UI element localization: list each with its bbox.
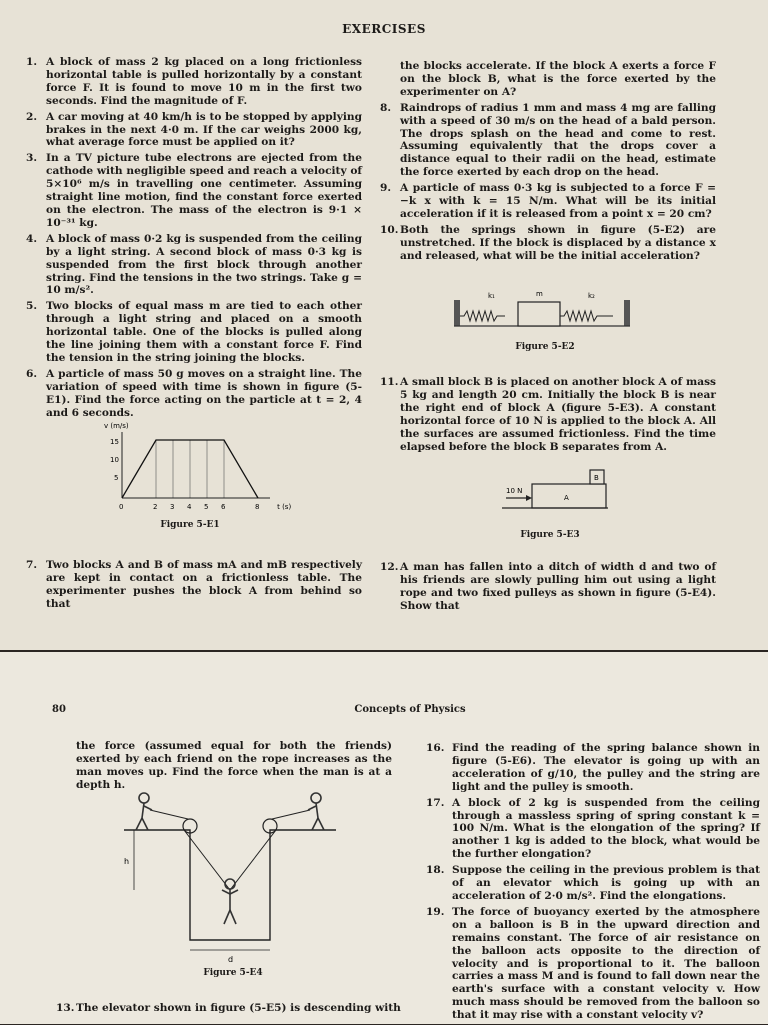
exercise-5: 5. Two blocks of equal mass m are tied to each other through a light string and placed on a smooth horizontal table. One of the blocks is pulled along the line joining them with a constant force F. Find the tension in the string joining the blocks.	[26, 300, 362, 364]
ground-and-ditch	[124, 830, 336, 940]
block-a	[532, 484, 606, 508]
y-axis-label: v (m/s)	[104, 422, 129, 430]
x-tick-5: 6	[221, 503, 226, 511]
figure-5-e3-caption: Figure 5-E3	[520, 530, 580, 540]
h-label: h	[124, 857, 130, 866]
exercise-7-block	[26, 559, 362, 614]
exercise-1: 1. A block of mass 2 kg placed on a long frictionless horizontal table is pulled horizontally by a constant force F. It is found to move 10 m in the first two seconds. Find the magnitude of F.	[26, 56, 362, 107]
figure-5-e4-caption: Figure 5-E4	[203, 968, 263, 978]
rope-right-to-man	[230, 830, 276, 890]
exercise-7-continued: the blocks accelerate. If the block A exerts a force F on the block B, what is the force exerted by the experimenter on A?	[400, 60, 716, 98]
exercise-11: 11. A small block B is placed on another block A of mass 5 kg and length 20 cm. Initially the block B is near the right end of block A (figure 5-E3). A constant horizontal force of 10 N is applied to the block A. All the surfaces are assumed frictionless. Find the time elapsed before the block B separates from A.	[380, 376, 716, 453]
x-tick-6: 8	[255, 503, 260, 511]
exercise-8: 8. Raindrops of radius 1 mm and mass 4 mg are falling with a speed of 30 m/s on the head of a bald person. The drops splash on the head and come to rest. Assuming equivalently that the drops cover a distance equal to their radii on the head, estimate the force exerted by each drop on the head.	[380, 101, 716, 179]
right-column	[380, 60, 716, 266]
left-wall	[454, 300, 460, 326]
m-label: m	[536, 290, 543, 298]
k1-label: k₁	[488, 292, 495, 300]
rope-left-to-man	[184, 830, 230, 890]
x-tick-1: 2	[153, 503, 158, 511]
exercise-4: 4. A block of mass 0·2 kg is suspended from the ceiling by a light string. A second block of mass 0·3 kg is suspended from the first block through another string. Find the tensions in the two strings. Take g = 10 m/s².	[26, 232, 362, 297]
force-label: 10 N	[506, 487, 523, 495]
right-wall	[624, 300, 630, 326]
block-a-label: A	[564, 494, 569, 502]
e1-gridlines	[156, 440, 224, 498]
x-tick-3: 4	[187, 503, 192, 511]
friend-left-figure	[136, 793, 152, 830]
page-number: 80	[52, 704, 66, 715]
exercise-12-continued: the force (assumed equal for both the friends) exerted by each friend on the rope increases as the man moves up. Find the force when the man is at a depth h.	[76, 740, 392, 791]
bottom-left-text	[76, 740, 392, 795]
k2-label: k₂	[588, 292, 595, 300]
friend-right-figure	[308, 793, 324, 830]
exercise-2: 2. A car moving at 40 km/h is to be stopped by applying brakes in the next 4·0 m. If the car weighs 2000 kg, what average force must be applied on it?	[26, 110, 362, 149]
exercise-18: 18. Suppose the ceiling in the previous problem is that of an elevator which is going up with an acceleration of 2·0 m/s². Find the elongations.	[426, 864, 760, 902]
figure-5-e2-caption: Figure 5-E2	[515, 342, 575, 352]
spring-k1	[460, 311, 505, 321]
x-tick-0: 0	[119, 503, 124, 511]
page-title: EXERCISES	[342, 22, 426, 36]
y-tick-5: 5	[114, 474, 119, 482]
spring-k2	[560, 311, 613, 321]
x-tick-4: 5	[204, 503, 209, 511]
rope-left-friend	[150, 810, 188, 819]
force-arrowhead	[526, 495, 532, 501]
exercise-11-block	[380, 376, 716, 456]
x-tick-2: 3	[170, 503, 175, 511]
running-title: Concepts of Physics	[354, 704, 466, 715]
exercise-9: 9. A particle of mass 0·3 kg is subjected to a force F = −k x with k = 15 N/m. What will be its initial acceleration if it is released from a point x = 20 cm?	[380, 182, 716, 220]
exercise-17: 17. A block of 2 kg is suspended from the ceiling through a massless spring of spring constant k = 100 N/m. What is the elongation of the spring? If another 1 kg is added to the block, what would be the further elongation?	[426, 796, 760, 861]
exercise-10: 10. Both the springs shown in figure (5-E2) are unstretched. If the block is displaced by a distance x and released, what will be the initial acceleration?	[380, 223, 716, 262]
x-tick-7: t (s)	[277, 503, 292, 511]
exercise-3: 3. In a TV picture tube electrons are ejected from the cathode with negligible speed and reach a velocity of 5×10⁶ m/s in travelling one centimeter. Assuming straight line motion, find the constant force exerted on the electron. The mass of the electron is 9·1 × 10⁻³¹ kg.	[26, 152, 362, 229]
y-tick-15: 15	[110, 438, 119, 446]
exercise-13-block	[56, 1002, 406, 1018]
d-label: d	[228, 955, 234, 964]
figure-5-e1-caption: Figure 5-E1	[160, 520, 220, 530]
man-in-ditch-figure	[222, 879, 238, 924]
block-b-label: B	[594, 474, 599, 482]
exercise-7: 7. Two blocks A and B of mass mA and mB respectively are kept in contact on a frictionless table. The experimenter pushes the block A from behind so that	[26, 559, 362, 610]
y-tick-10: 10	[110, 456, 119, 464]
figure-5-e3-blocks	[500, 466, 610, 514]
e1-x-ticks	[119, 503, 291, 511]
exercise-6: 6. A particle of mass 50 g moves on a straight line. The variation of speed with time is shown in figure (5-E1). Find the force acting on the particle at t = 2, 4 and 6 seconds.	[26, 367, 362, 419]
figure-5-e4-ditch	[120, 790, 340, 968]
block-m	[518, 302, 560, 326]
exercise-13: 13. The elevator shown in figure (5-E5) is descending with	[56, 1002, 401, 1014]
left-column	[26, 56, 362, 422]
figure-5-e2-springs	[452, 286, 632, 332]
exercise-19: 19. The force of buoyancy exerted by the atmosphere on a balloon is B in the upward direction and remains constant. The force of air resistance on the balloon acts opposite to the direction of velocity and is proportional to it. The balloon carries a mass M and is found to fall down near the earth's surface with a constant velocity v. How much mass should be removed from the balloon so that it may rise with a constant velocity v?	[426, 905, 760, 1022]
figure-5-e1-graph	[100, 418, 292, 511]
exercise-16: 16. Find the reading of the spring balance shown in figure (5-E6). The elevator is going up with an acceleration of g/10, the pulley and the string are light and the pulley is smooth.	[426, 742, 760, 793]
exercise-12-block	[380, 561, 716, 616]
exercise-12: 12. A man has fallen into a ditch of width d and two of his friends are slowly pulling him out using a light rope and two fixed pulleys as shown in figure (5-E4). Show that	[380, 561, 716, 612]
bottom-right-column	[426, 742, 760, 1025]
rope-right-friend	[272, 810, 310, 819]
